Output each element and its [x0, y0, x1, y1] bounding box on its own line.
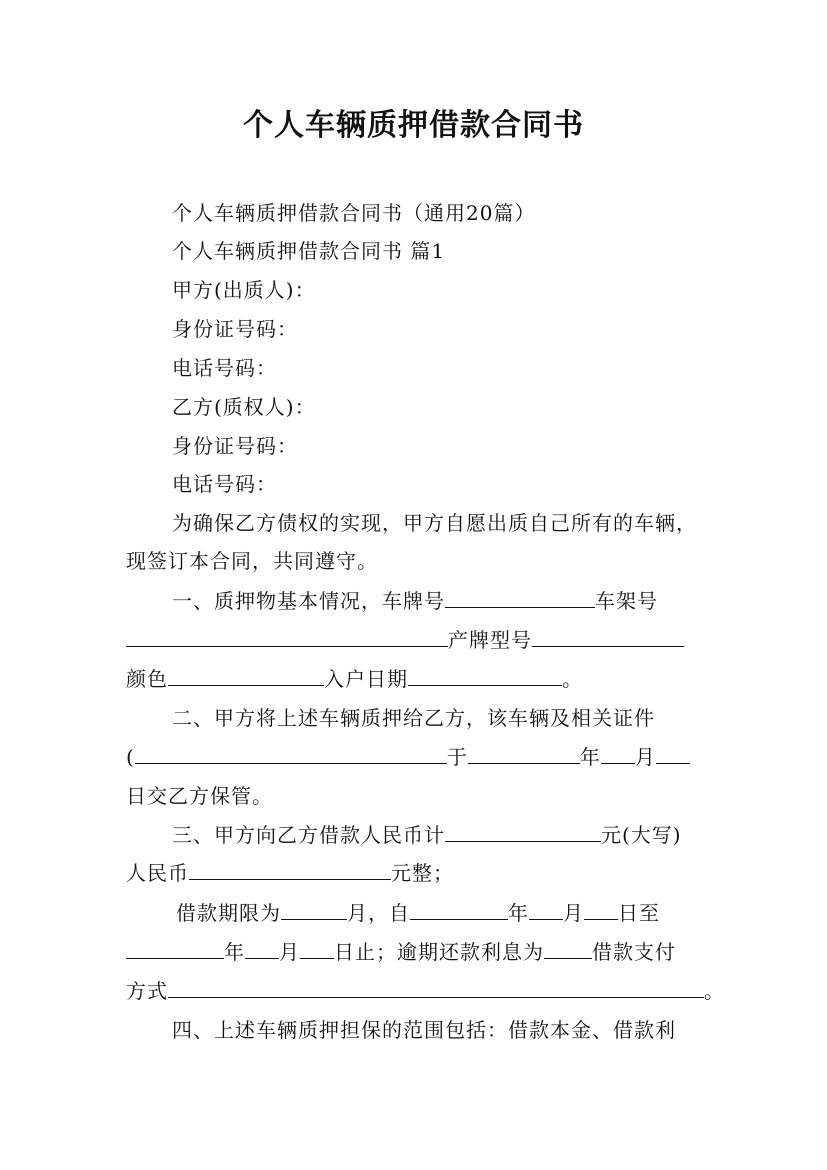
start-year-blank[interactable] [410, 901, 508, 920]
payment-method-blank[interactable] [168, 979, 704, 998]
clause-3-capital-label: 元(大写) [601, 823, 682, 847]
party-b-id-label: 身份证号码： [172, 434, 298, 458]
overdue-interest-blank[interactable] [544, 940, 592, 959]
clause-1-color-label: 颜色 [126, 667, 168, 691]
start-month-label: 月 [563, 901, 584, 925]
clause-3-amount-label: 三、甲方向乙方借款人民币计 [172, 823, 445, 847]
clause-3-line-1 [172, 822, 752, 848]
handover-year-blank[interactable] [468, 745, 580, 764]
start-month-blank[interactable] [529, 901, 563, 920]
term-from-label: 月，自 [347, 901, 410, 925]
overdue-interest-label: 日止；逾期还款利息为 [334, 940, 544, 964]
party-b-label: 乙方(质权人)： [172, 395, 316, 419]
clause-1-register-label: 入户日期 [324, 667, 408, 691]
register-date-blank[interactable] [408, 667, 562, 686]
plate-number-blank[interactable] [445, 589, 595, 608]
term-months-blank[interactable] [281, 901, 347, 920]
clause-3-yuan-label: 元整； [391, 861, 454, 885]
clause-1-plate-label: 一、质押物基本情况，车牌号 [172, 589, 445, 613]
clause-1-model-label: 产牌型号 [448, 628, 532, 652]
subtitle: 个人车辆质押借款合同书（通用20篇） [172, 201, 536, 225]
color-blank[interactable] [168, 667, 324, 686]
clause-2-line-3: 日交乙方保管。 [126, 784, 273, 808]
clause-1-line-1 [172, 588, 752, 614]
term-label: 借款期限为 [176, 901, 281, 925]
clause-2-line-1: 二、甲方将上述车辆质押给乙方，该车辆及相关证件 [172, 706, 655, 730]
clause-1-line-2 [126, 627, 706, 653]
handover-day-blank[interactable] [656, 745, 690, 764]
intro-line-1: 为确保乙方债权的实现，甲方自愿出质自己所有的车辆， [172, 511, 697, 535]
amount-blank[interactable] [445, 823, 601, 842]
party-a-phone-label: 电话号码： [172, 356, 277, 380]
clause-1-vin-label: 车架号 [595, 589, 658, 613]
end-year-label: 年 [224, 940, 245, 964]
clause-2-month-label: 月 [634, 745, 656, 769]
handover-month-blank[interactable] [601, 745, 635, 764]
clause-2-paren: ( [126, 745, 135, 769]
vin-blank[interactable] [126, 628, 448, 647]
term-period: 。 [704, 979, 725, 1003]
party-b-phone-label: 电话号码： [172, 472, 277, 496]
clause-2-at-label: 于 [446, 745, 468, 769]
end-day-blank[interactable] [300, 940, 334, 959]
clause-1-period: 。 [562, 667, 583, 691]
start-day-label: 日至 [618, 901, 660, 925]
documents-blank[interactable] [135, 745, 447, 764]
clause-3-rmb-label: 人民币 [126, 861, 189, 885]
end-year-blank[interactable] [126, 940, 224, 959]
document-title: 个人车辆质押借款合同书 [243, 108, 584, 143]
clause-3-line-2 [126, 860, 706, 886]
model-blank[interactable] [532, 628, 684, 647]
term-line-2 [126, 939, 706, 965]
start-year-label: 年 [508, 901, 529, 925]
end-month-blank[interactable] [245, 940, 279, 959]
payment-method-label-2: 方式 [126, 979, 168, 1003]
intro-line-2: 现签订本合同，共同遵守。 [126, 549, 378, 573]
term-line-3 [126, 978, 725, 1004]
party-a-id-label: 身份证号码： [172, 317, 298, 341]
clause-2-year-label: 年 [579, 745, 601, 769]
clause-4-line-1: 四、上述车辆质押担保的范围包括：借款本金、借款利 [172, 1018, 676, 1042]
payment-method-label: 借款支付 [592, 940, 676, 964]
party-a-label: 甲方(出质人)： [172, 278, 316, 302]
clause-2-line-2 [126, 744, 706, 770]
amount-capital-blank[interactable] [189, 861, 391, 880]
start-day-blank[interactable] [584, 901, 618, 920]
clause-1-line-3 [126, 666, 706, 692]
chapter-heading: 个人车辆质押借款合同书 篇1 [172, 239, 446, 263]
term-line-1 [176, 900, 756, 926]
end-month-label: 月 [279, 940, 300, 964]
